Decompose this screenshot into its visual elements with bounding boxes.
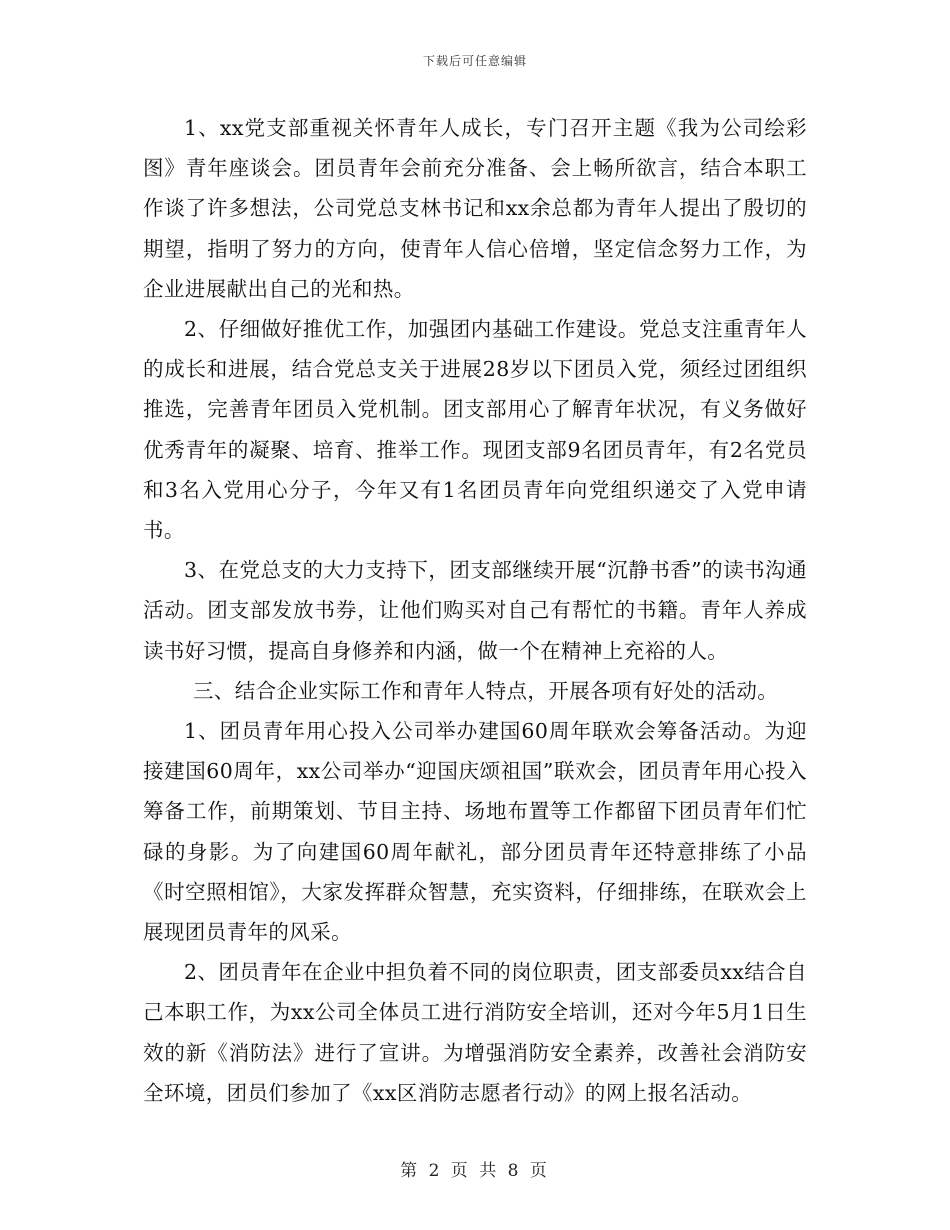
section-heading-3: 三、结合企业实际工作和青年人特点，开展各项有好处的活动。	[193, 678, 779, 703]
paragraph-2: 2、仔细做好推优工作，加强团内基础工作建设。党总支注重青年人的成长和进展，结合党总支关于进展28岁以下团员入党，须经过团组织推选，完善青年团员入党机制。团支部用心了解青年状况，有义务做好优秀青年的凝聚、培育、推举工作。现团支部9名团员青年，有2名党员和3名入党用心分子，今年又有1名团员青年向党组织递交了入党申请书。	[143, 317, 807, 543]
paragraph-3: 3、在党总支的大力支持下，团支部继续开展“沉静书香”的读书沟通活动。团支部发放书券，让他们购买对自己有帮忙的书籍。青年人养成读书好习惯，提高自身修养和内涵，做一个在精神上充裕的人。	[143, 558, 807, 663]
document-body	[143, 108, 807, 1113]
paragraph-5: 2、团员青年在企业中担负着不同的岗位职责，团支部委员xx结合自己本职工作，为xx公司全体员工进行消防安全培训，还对今年5月1日生效的新《消防法》进行了宣讲。为增强消防安全素养，改善社会消防安全环境，团员们参加了《xx区消防志愿者行动》的网上报名活动。	[143, 960, 807, 1105]
paragraph-4: 1、团员青年用心投入公司举办建国60周年联欢会筹备活动。为迎接建国60周年，xx公司举办“迎国庆颂祖国”联欢会，团员青年用心投入筹备工作，前期策划、节目主持、场地布置等工作都留下团员青年们忙碌的身影。为了向建国60周年献礼，部分团员青年还特意排练了小品《时空照相馆》，大家发挥群众智慧，充实资料，仔细排练，在联欢会上展现团员青年的风采。	[143, 719, 807, 945]
page-number-footer: 第 2 页 共 8 页	[400, 1161, 550, 1181]
paragraph-1: 1、xx党支部重视关怀青年人成长，专门召开主题《我为公司绘彩图》青年座谈会。团员青年会前充分准备、会上畅所欲言，结合本职工作谈了许多想法，公司党总支林书记和xx余总都为青年人提出了殷切的期望，指明了努力的方向，使青年人信心倍增，坚定信念努力工作，为企业进展献出自己的光和热。	[143, 116, 807, 301]
page-header-note: 下载后可任意编辑	[422, 54, 527, 68]
